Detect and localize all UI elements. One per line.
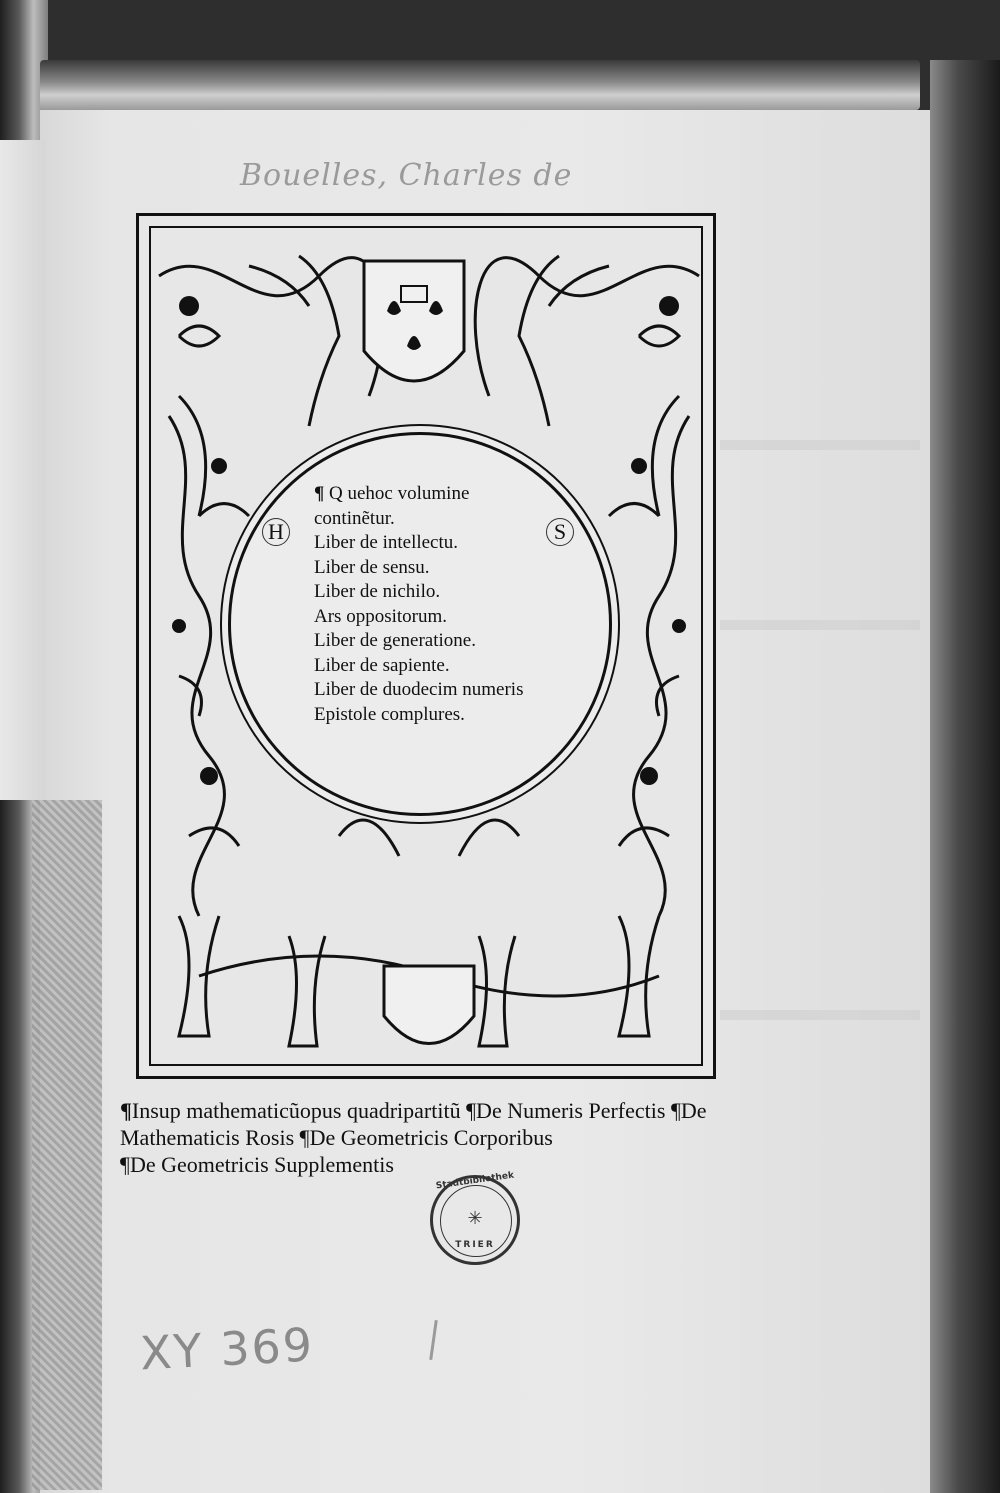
shelfmark: XY 369 <box>138 1317 316 1381</box>
library-stamp <box>430 1170 520 1265</box>
page-stack-edge <box>930 60 1000 1493</box>
contents-item: Liber de intellectu. <box>314 532 459 553</box>
contents-item: Liber de nichilo. <box>314 581 441 602</box>
additional-works-line2: Mathematicis Rosis ¶De Geometricis Corporibus <box>120 1125 553 1150</box>
bleed-through <box>720 1010 920 1020</box>
contents-heading-line1: Q uehoc volumine <box>329 483 470 504</box>
contents-item: Ars oppositorum. <box>314 605 447 627</box>
stamp-top-text: Stadtbibliothek <box>435 1170 515 1192</box>
contents-item: Liber de sapiente. <box>314 654 450 676</box>
additional-works <box>120 1097 760 1178</box>
side-letter-h: H <box>262 518 290 546</box>
additional-works-line3: ¶De Geometricis Supplementis <box>120 1152 394 1177</box>
side-letter-s: S <box>546 518 574 546</box>
contents-heading <box>314 482 594 507</box>
pencil-annotation: Bouelles, Charles de <box>240 158 573 193</box>
contents-heading-line2: continẽtur. <box>314 507 395 529</box>
book-top-edge <box>40 60 920 110</box>
contents-list <box>314 482 594 727</box>
pilcrow-icon: ¶ <box>120 1098 132 1123</box>
contents-item: Liber de sensu. <box>314 556 430 578</box>
contents-item: Liber de generatione. <box>314 630 476 651</box>
contents-item: Epistole complures. <box>314 703 465 725</box>
stamp-bottom-text: TRIER <box>455 1240 495 1250</box>
star-icon: ✳ <box>467 1208 483 1229</box>
pilcrow-icon: ¶ <box>314 483 325 504</box>
bleed-through <box>720 440 920 450</box>
facing-leaf <box>0 140 45 800</box>
binding-gauze <box>32 800 102 1490</box>
additional-works-line1 <box>120 1097 760 1124</box>
bleed-through <box>720 620 920 630</box>
contents-item: Liber de duodecim numeris <box>314 679 524 700</box>
additional-works-text1: Insup mathematicũopus quadripartitũ ¶De Numeris Perfectis ¶De <box>131 1098 707 1123</box>
